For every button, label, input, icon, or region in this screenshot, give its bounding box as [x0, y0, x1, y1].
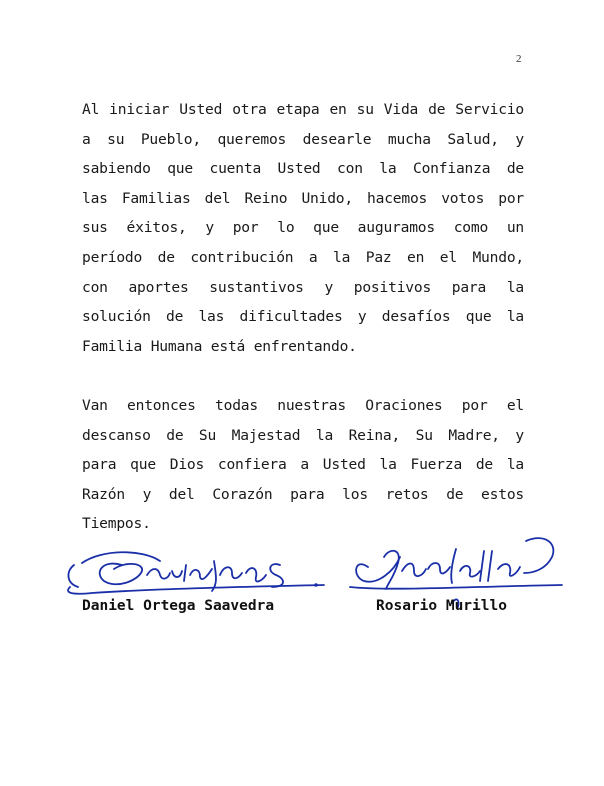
text-line: para que Dios confiera a Usted la Fuerza de la: [82, 456, 524, 474]
letter-body: [82, 95, 524, 539]
text-line: período de contribución a la Paz en el Mundo,: [82, 248, 524, 266]
text-line: a su Pueblo, queremos desearle mucha Salud, y: [82, 130, 524, 148]
text-line: descanso de Su Majestad la Reina, Su Madre, y: [82, 426, 524, 444]
text-line: solución de las dificultades y desafíos que la: [82, 308, 524, 326]
text-line: las Familias del Reino Unido, hacemos votos por: [82, 189, 524, 207]
paragraph-1: [82, 95, 524, 361]
signer-name-rosario-murillo: Rosario Murillo: [376, 598, 507, 614]
text-line: con aportes sustantivos y positivos para la: [82, 278, 524, 296]
paragraph-spacer: [82, 361, 524, 391]
page-number: 2: [516, 53, 522, 65]
text-line: Al iniciar Usted otra etapa en su Vida de Servicio: [82, 101, 524, 118]
text-line: sus éxitos, y por lo que auguramos como un: [82, 219, 524, 237]
text-line: sabiendo que cuenta Usted con la Confianza de: [82, 160, 524, 178]
paragraph-2: [82, 391, 524, 539]
text-line: Familia Humana está enfrentando.: [82, 337, 357, 355]
text-line: Van entonces todas nuestras Oraciones por el: [82, 396, 524, 414]
signature-area: [0, 525, 604, 635]
text-line: Razón y del Corazón para los retos de estos: [82, 485, 524, 503]
signer-name-daniel-ortega: Daniel Ortega Saavedra: [82, 598, 275, 614]
text-line: Tiempos.: [82, 515, 151, 533]
